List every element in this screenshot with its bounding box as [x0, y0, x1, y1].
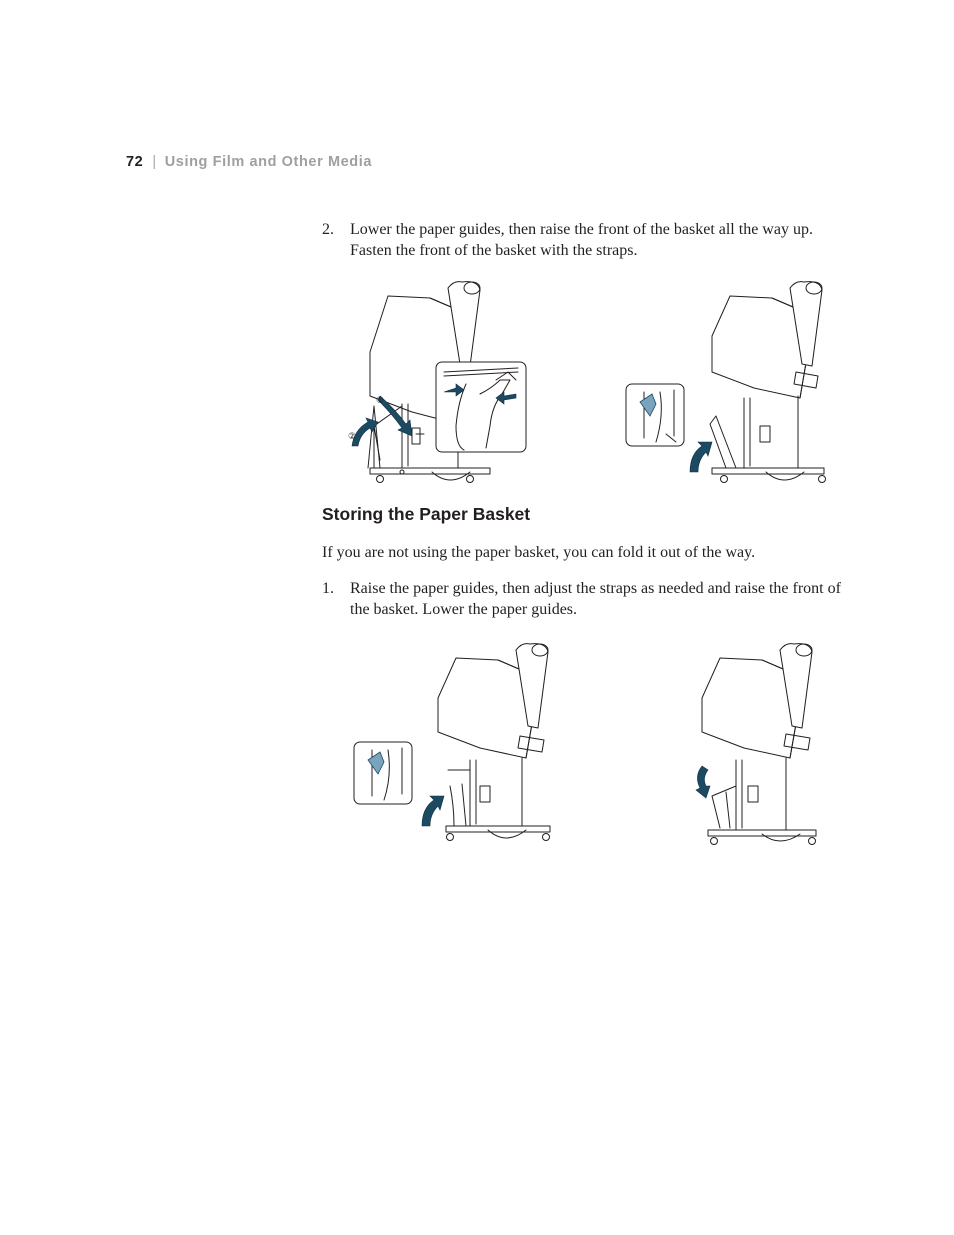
callout-inset-right	[626, 384, 684, 446]
section-title: Using Film and Other Media	[164, 154, 373, 170]
callout-inset-left-2	[354, 742, 412, 804]
step-text: Raise the paper guides, then adjust the straps as needed and raise the front of the basket. Lower the paper guides.	[350, 580, 841, 618]
down-arrow-right	[696, 766, 710, 798]
running-header	[126, 154, 372, 170]
page-number: 72	[126, 154, 144, 170]
printer-left-drawing-2	[438, 644, 550, 841]
step-number: 1.	[322, 580, 334, 597]
printer-right-drawing-2	[702, 644, 816, 845]
callout-1-label: ①	[376, 396, 385, 406]
callout-inset-left	[436, 362, 526, 452]
up-arrow-left-3	[422, 796, 444, 826]
header-separator: |	[152, 154, 157, 170]
raise-basket-front-illustration	[350, 636, 830, 848]
step-1	[322, 578, 842, 620]
callout-2-label: ②	[348, 432, 357, 442]
intro-paragraph: If you are not using the paper basket, you can fold it out of the way.	[322, 544, 756, 561]
step-text: Lower the paper guides, then raise the front of the basket all the way up. Fasten the front of the basket with the straps.	[350, 221, 813, 259]
step-2	[322, 219, 842, 261]
step-number: 2.	[322, 221, 334, 238]
up-arrow-right	[690, 442, 712, 472]
section-heading: Storing the Paper Basket	[322, 504, 531, 524]
printer-right-drawing	[710, 282, 826, 483]
lower-guides-raise-basket-illustration	[340, 276, 840, 488]
